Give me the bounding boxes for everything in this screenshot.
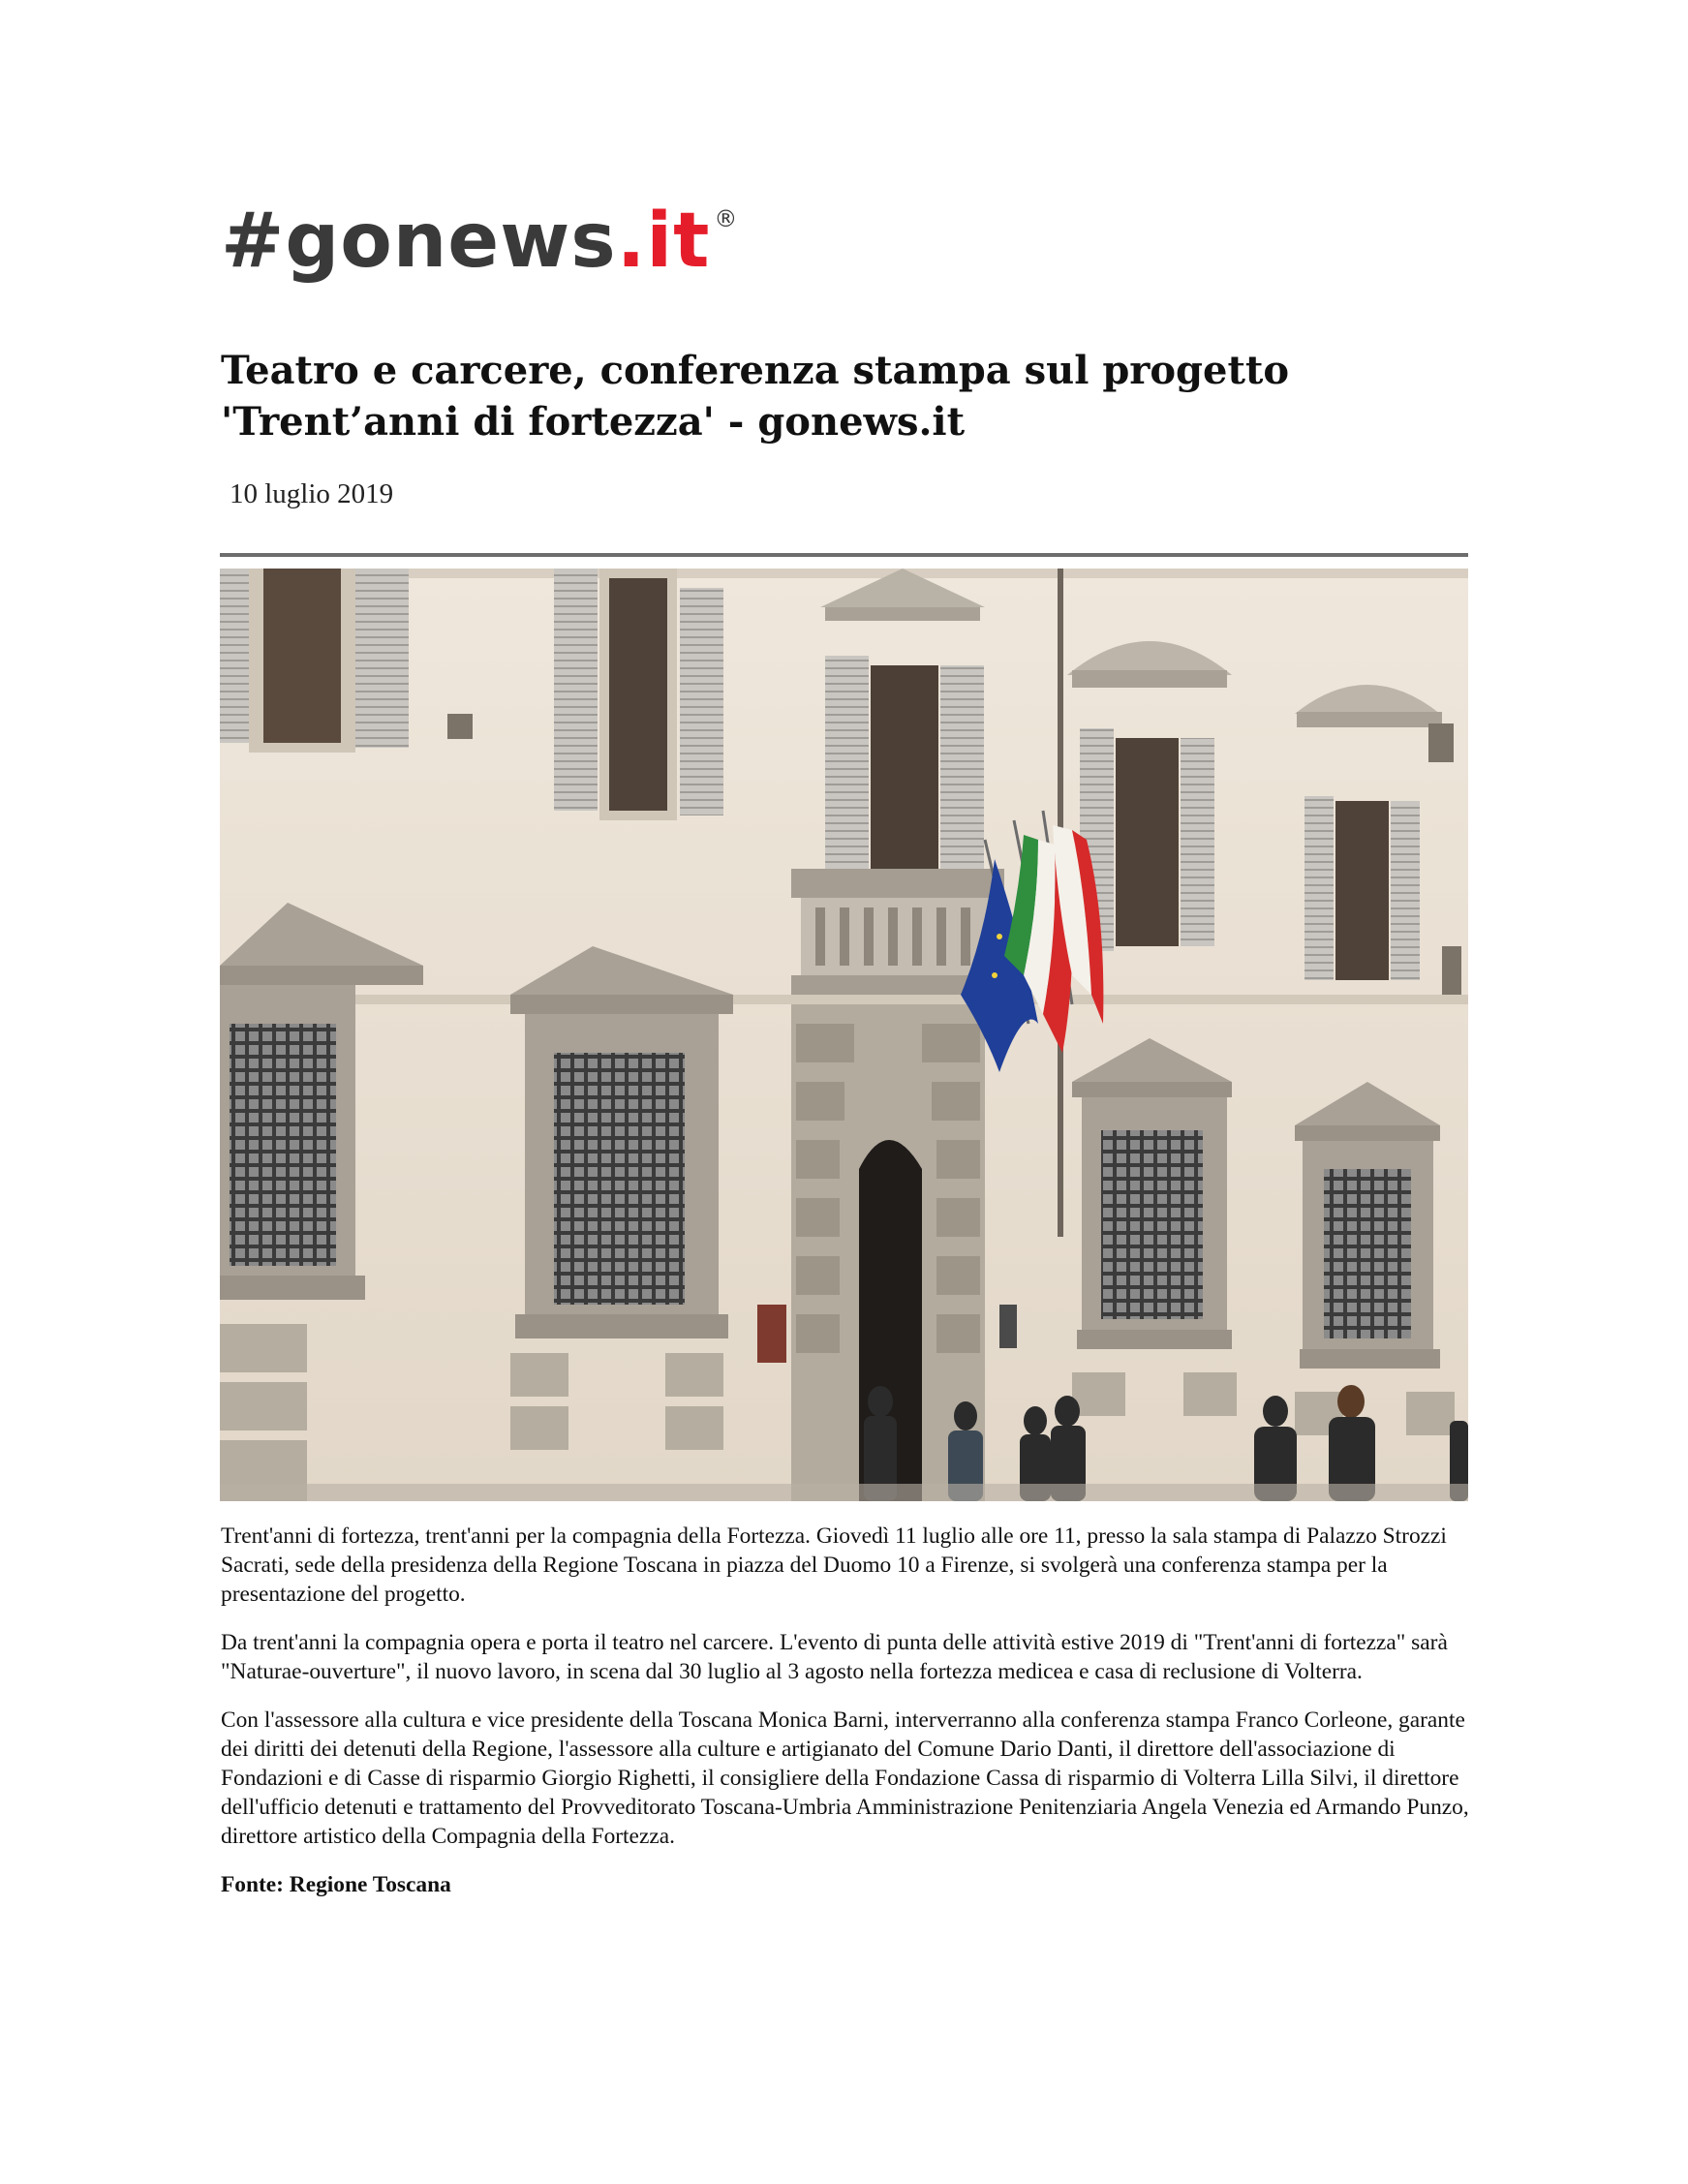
divider [220,553,1468,557]
logo-tld: .it [616,198,711,285]
article-date: 10 luglio 2019 [230,478,394,509]
article-photo [220,569,1468,1501]
registered-mark: ® [714,205,739,232]
article-body [221,1522,1480,1919]
article-title: Teatro e carcere, conferenza stampa sul progetto 'Trent’anni di fortezza' - gonews.it [221,348,1290,445]
gonews-logo[interactable] [221,198,739,310]
paragraph-2: Da trent'anni la compagnia opera e porta il teatro nel carcere. L'evento di punta delle attività estive 2019 di "Trent'anni di fortezza" sarà "Naturae-ouverture", il nuovo lavoro, in scena dal 30 luglio al 3 agosto nella fortezza medicea e casa di reclusione di Volterra. [221,1630,1448,1684]
logo-hash: # [221,198,286,285]
logo-name: gonews [285,198,617,285]
paragraph-1: Trent'anni di fortezza, trent'anni per la compagnia della Fortezza. Giovedì 11 luglio alle ore 11, presso la sala stampa di Palazzo Strozzi Sacrati, sede della presidenza della Regione Toscana in piazza del Duomo 10 a Firenze, si svolgerà una conferenza stampa per la presentazione del progetto. [221,1523,1447,1607]
paragraph-3: Con l'assessore alla cultura e vice presidente della Toscana Monica Barni, interverranno alla conferenza stampa Franco Corleone, garante dei diritti dei detenuti della Regione, l'assessore alla culture e artigianato del Comune Dario Danti, il direttore dell'associazione di Fondazioni e di Casse di risparmio Giorgio Righetti, il consigliere della Fondazione Cassa di risparmio di Volterra Lilla Silvi, il direttore dell'ufficio detenuti e trattamento del Provveditorato Toscana-Umbria Amministrazione Penitenziaria Angela Venezia ed Armando Punzo, direttore artistico della Compagnia della Fortezza. [221,1707,1469,1849]
article-source: Fonte: Regione Toscana [221,1872,451,1897]
palazzo-facade-illustration [220,569,1468,1501]
